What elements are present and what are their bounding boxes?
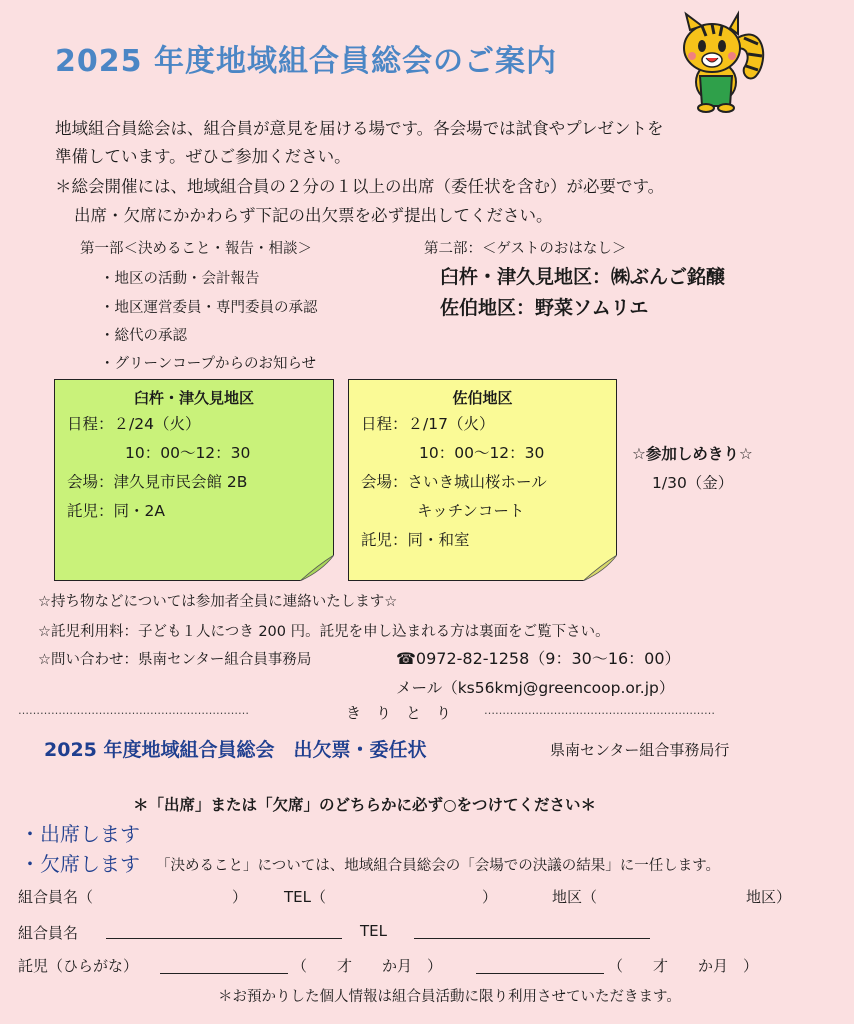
belongings-note: ☆持ち物などについては参加者全員に連絡いたします☆ — [38, 594, 398, 610]
tel-close: ） — [482, 888, 498, 906]
cutline-dots-left: ……………………………………………………… — [18, 704, 249, 717]
part1-item: ・地区運営委員・専門委員の承認 — [100, 300, 318, 316]
childcare-label: 託児（ひらがな） — [18, 957, 139, 975]
page-curl-icon — [300, 555, 334, 581]
contact-email: メール（ks56kmj@greencoop.or.jp） — [396, 679, 675, 697]
child-name-line-1[interactable] — [160, 973, 288, 974]
venue-place: 会場：津久見市民会館 2B — [67, 473, 248, 491]
member-name-close: ） — [232, 888, 248, 906]
venue-place-2: キッチンコート — [417, 502, 525, 520]
venue-card-saiki — [348, 379, 617, 581]
intro-line-1: 地域組合員総会は、組合員が意見を届ける場です。各会場では試食やプレゼントを — [55, 119, 664, 138]
squirrel-mascot-icon — [672, 10, 768, 114]
deadline-date: 1/30（金） — [652, 474, 734, 492]
part1-item: ・グリーンコープからのお知らせ — [100, 356, 317, 372]
child-age-1: （ 才 か月 ） — [292, 957, 443, 975]
page-curl-icon — [583, 555, 617, 581]
childcare-fee-note: ☆託児利用料：子ども１人につき 200 円。託児を申し込まれる方は裏面をご覧下さい。 — [38, 624, 610, 640]
member-name-label: 組合員名（ — [18, 888, 94, 906]
deadline-label: ☆参加しめきり☆ — [632, 445, 753, 463]
tel-line[interactable] — [414, 938, 650, 939]
contact-phone: ☎0972-82-1258（9：30〜16：00） — [396, 649, 681, 668]
part1-item: ・地区の活動・会計報告 — [100, 271, 260, 287]
absent-delegation-note: 「決めること」については、地域組合員総会の「会場での決議の結果」に一任します。 — [156, 858, 721, 874]
district-close: 地区） — [746, 888, 792, 906]
venue-time: 10：00〜12：30 — [125, 444, 251, 462]
district-label: 地区（ — [552, 888, 598, 906]
venue-date: 日程：２/24（火） — [67, 415, 201, 433]
venue-childcare: 託児：同・和室 — [361, 531, 470, 549]
child-name-line-2[interactable] — [476, 973, 604, 974]
cutline-label: き り と り — [346, 704, 452, 722]
quorum-note: ＊総会開催には、地域組合員の２分の１以上の出席（委任状を含む）が必要です。 — [55, 177, 665, 196]
part1-item: ・総代の承認 — [100, 328, 187, 344]
part1-heading: 第一部＜決めること・報告・相談＞ — [80, 241, 312, 257]
venue-place: 会場：さいき城山桜ホール — [361, 473, 547, 491]
member-name-label-2: 組合員名 — [18, 924, 79, 942]
member-name-line[interactable] — [106, 938, 342, 939]
venue-header: 臼杵・津久見地区 — [133, 389, 254, 407]
form-title: 2025 年度地域組合員総会 出欠票・委任状 — [44, 739, 427, 761]
venue-date: 日程：２/17（火） — [361, 415, 495, 433]
privacy-note: ＊お預かりした個人情報は組合員活動に限り利用させていただきます。 — [218, 989, 681, 1005]
tel-label: TEL（ — [284, 888, 326, 906]
attend-option[interactable]: ・出席します — [20, 822, 140, 846]
guest-saiki: 佐伯地区：野菜ソムリエ — [440, 297, 649, 319]
page-title: 2025 年度地域組合員総会のご案内 — [55, 44, 557, 79]
tel-field[interactable] — [336, 880, 476, 906]
cutline-dots-right: ……………………………………………………… — [484, 704, 715, 717]
contact-note: ☆問い合わせ：県南センター組合員事務局 — [38, 652, 312, 668]
venue-childcare: 託児：同・2A — [67, 502, 165, 520]
venue-card-usuki — [54, 379, 334, 581]
child-age-2: （ 才 か月 ） — [608, 957, 759, 975]
district-field[interactable] — [606, 880, 742, 906]
form-recipient: 県南センター組合事務局行 — [550, 741, 730, 759]
form-instruction: ＊「出席」または「欠席」のどちらかに必ず○をつけてください＊ — [133, 796, 597, 814]
venue-time: 10：00〜12：30 — [419, 444, 545, 462]
intro-line-2: 準備しています。ぜひご参加ください。 — [55, 147, 351, 166]
absent-option[interactable]: ・欠席します — [20, 852, 140, 876]
submit-note: 出席・欠席にかかわらず下記の出欠票を必ず提出してください。 — [74, 206, 553, 225]
venue-header: 佐伯地区 — [452, 389, 513, 407]
part2-heading: 第二部：＜ゲストのおはなし＞ — [424, 241, 627, 257]
member-name-field[interactable] — [108, 880, 226, 906]
tel-label-2: TEL — [360, 922, 387, 940]
guest-usuki: 臼杵・津久見地区：㈱ぶんご銘醸 — [440, 266, 726, 288]
